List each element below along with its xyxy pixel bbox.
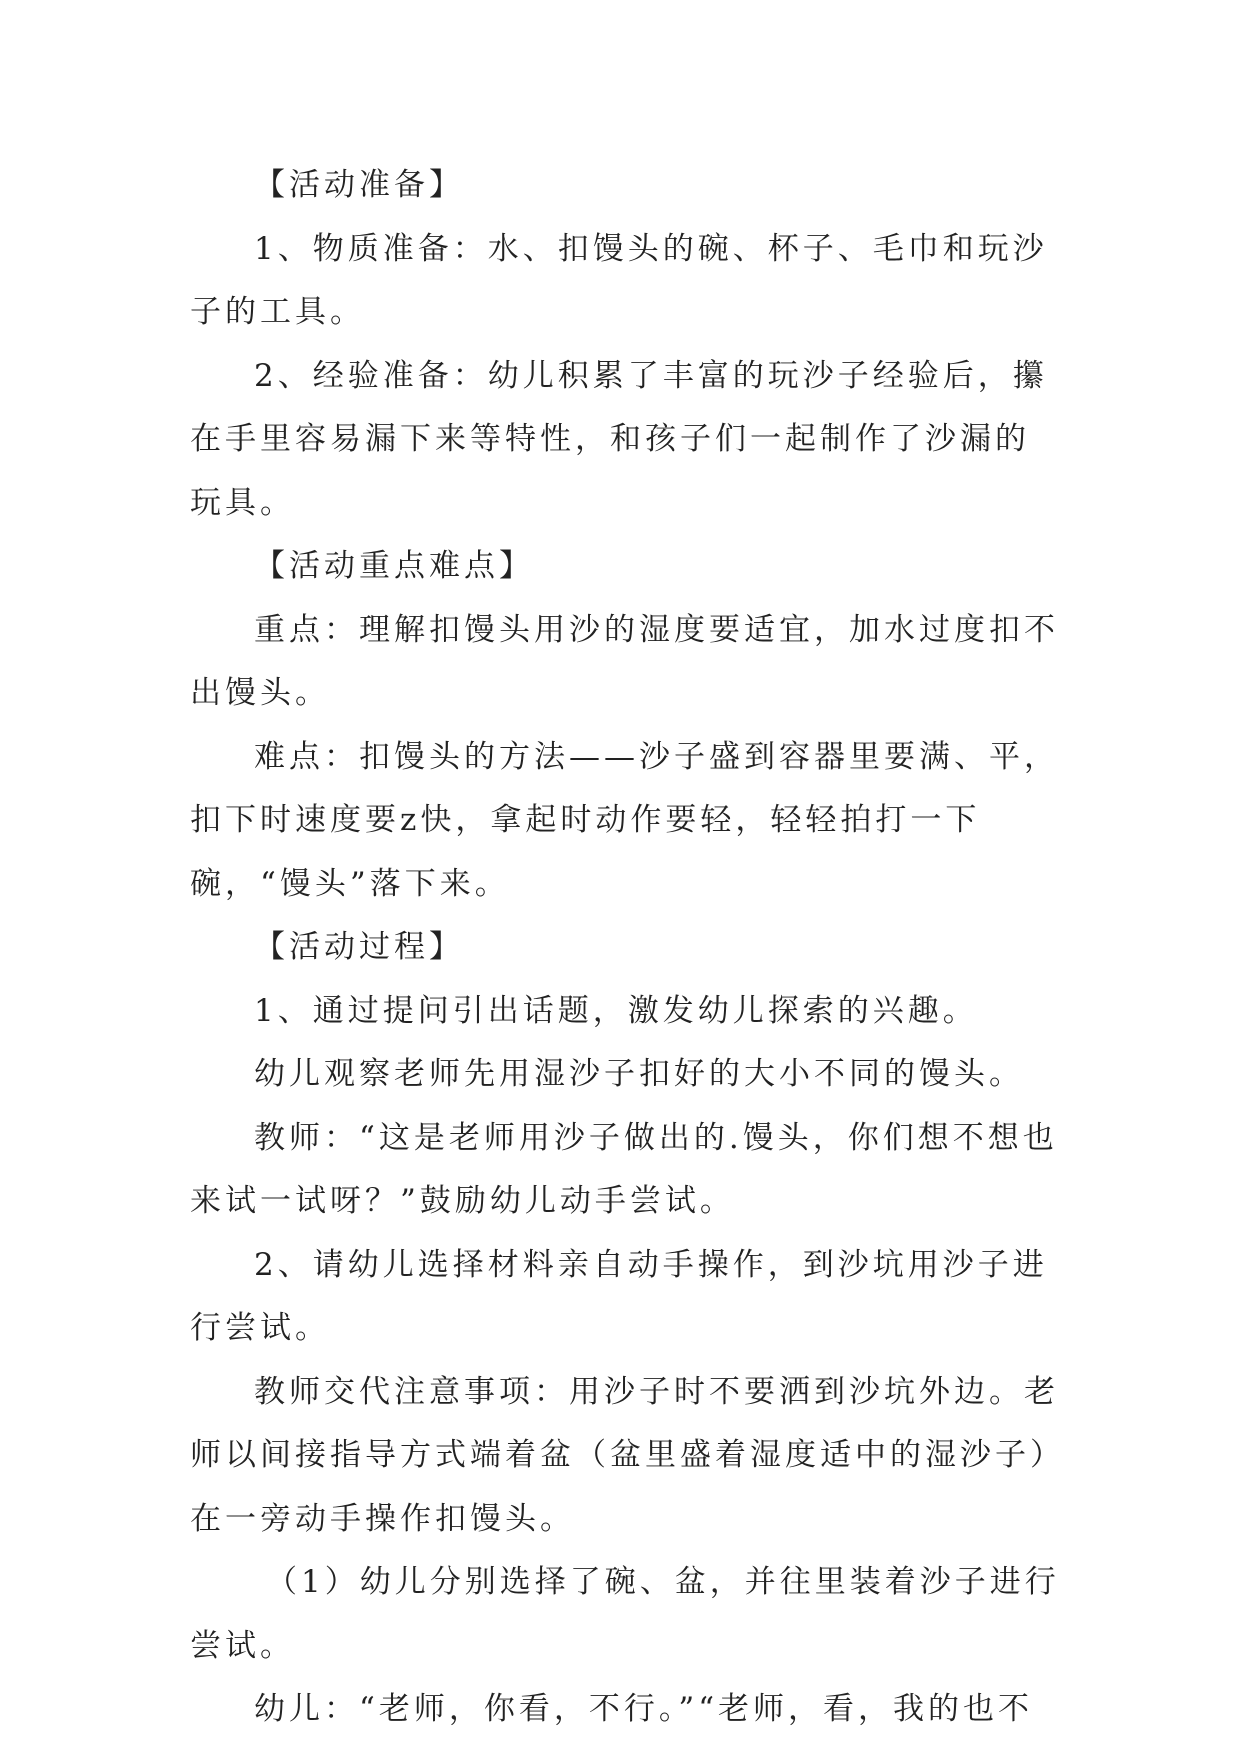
paragraph-child-quote: 幼儿：“老师，你看，不行。”“老师，看，我的也不 [254, 1691, 1034, 1727]
section-heading-preparation: 【活动准备】 [254, 167, 464, 203]
paragraph-material-preparation: 1、物质准备：水、扣馒头的碗、杯子、毛巾和玩沙子的工具。 [190, 230, 1048, 330]
paragraph-step-1: 1、通过提问引出话题，激发幼儿探索的兴趣。 [254, 992, 978, 1029]
paragraph-experience-preparation: 2、经验准备：幼儿积累了丰富的玩沙子经验后，攥在手里容易漏下来等特性，和孩子们一起制作了沙漏的玩具。 [190, 357, 1048, 521]
paragraph-difficult-point: 难点：扣馒头的方法——沙子盛到容器里要满、平，扣下时速度要z快，拿起时动作要轻，轻轻拍打一下碗，“馒头”落下来。 [190, 738, 1059, 902]
paragraph-substep-1: （1）幼儿分别选择了碗、盆，并往里装着沙子进行尝试。 [190, 1564, 1060, 1664]
paragraph-step-2: 2、请幼儿选择材料亲自动手操作，到沙坑用沙子进行尝试。 [190, 1246, 1048, 1346]
section-heading-process: 【活动过程】 [254, 929, 464, 965]
paragraph-teacher-quote: 教师：“这是老师用沙子做出的.馒头，你们想不想也来试一试呀？”鼓励幼儿动手尝试。 [190, 1119, 1058, 1219]
paragraph-key-point: 重点：理解扣馒头用沙的湿度要适宜，加水过度扣不出馒头。 [190, 611, 1059, 711]
document-body [190, 154, 1060, 1742]
paragraph-observe: 幼儿观察老师先用湿沙子扣好的大小不同的馒头。 [254, 1056, 1024, 1092]
section-heading-key-points: 【活动重点难点】 [254, 548, 534, 584]
paragraph-teacher-instructions: 教师交代注意事项：用沙子时不要洒到沙坑外边。老师以间接指导方式端着盆（盆里盛着湿度适中的湿沙子）在一旁动手操作扣馒头。 [190, 1373, 1059, 1537]
